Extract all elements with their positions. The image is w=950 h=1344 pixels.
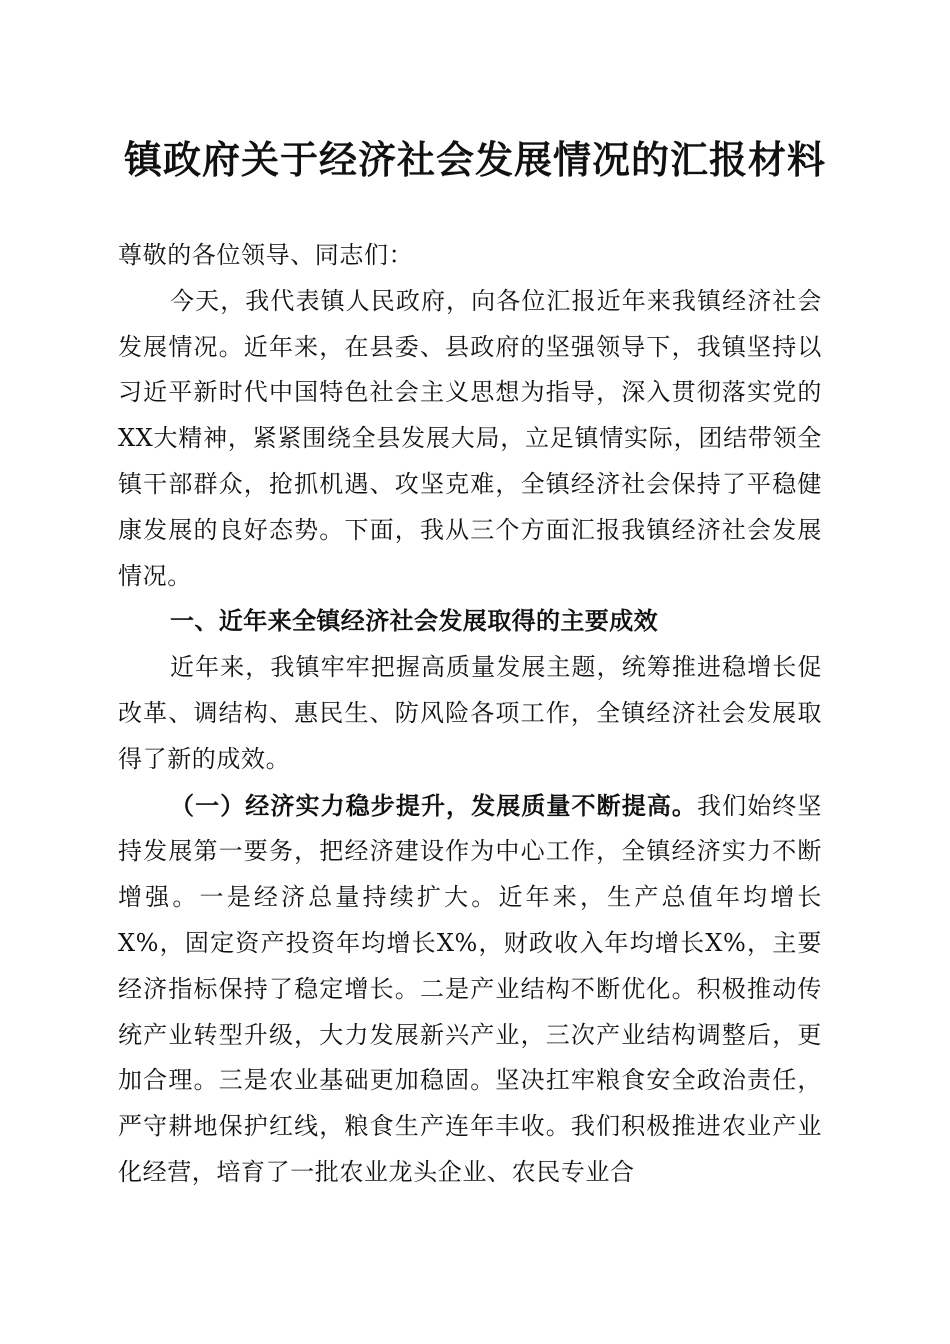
subsection-body: 我们始终坚持发展第一要务，把经济建设作为中心工作，全镇经济实力不断增强。一是经济总量持续扩大。近年来，生产总值年均增长X%，固定资产投资年均增长X%，财政收入年均增长X%，主要经济指标保持了稳定增长。二是产业结构不断优化。积极推动传统产业转型升级，大力发展新兴产业，三次产业结构调整后，更加合理。三是农业基础更加稳固。坚决扛牢粮食安全政治责任，严守耕地保护红线，粮食生产连年丰收。我们积极推进农业产业化经营，培育了一批农业龙头企业、农民专业合 <box>118 791 822 1186</box>
section-intro-paragraph: 近年来，我镇牢牢把握高质量发展主题，统筹推进稳增长促改革、调结构、惠民生、防风险各项工作，全镇经济社会发展取得了新的成效。 <box>118 653 822 773</box>
document-body <box>118 233 822 1196</box>
subsection-heading: （一）经济实力稳步提升，发展质量不断提高。 <box>170 790 698 820</box>
section-heading: 一、近年来全镇经济社会发展取得的主要成效 <box>170 607 658 636</box>
document-title: 镇政府关于经济社会发展情况的汇报材料 <box>123 137 826 182</box>
salutation: 尊敬的各位领导、同志们： <box>118 241 414 269</box>
subsection-paragraph <box>118 783 822 1196</box>
intro-paragraph: 今天，我代表镇人民政府，向各位汇报近年来我镇经济社会发展情况。近年来，在县委、县政府的坚强领导下，我镇坚持以习近平新时代中国特色社会主义思想为指导，深入贯彻落实党的XX大精神，紧紧围绕全县发展大局，立足镇情实际，团结带领全镇干部群众，抢抓机遇、攻坚克难，全镇经济社会保持了平稳健康发展的良好态势。下面，我从三个方面汇报我镇经济社会发展情况。 <box>118 286 822 590</box>
